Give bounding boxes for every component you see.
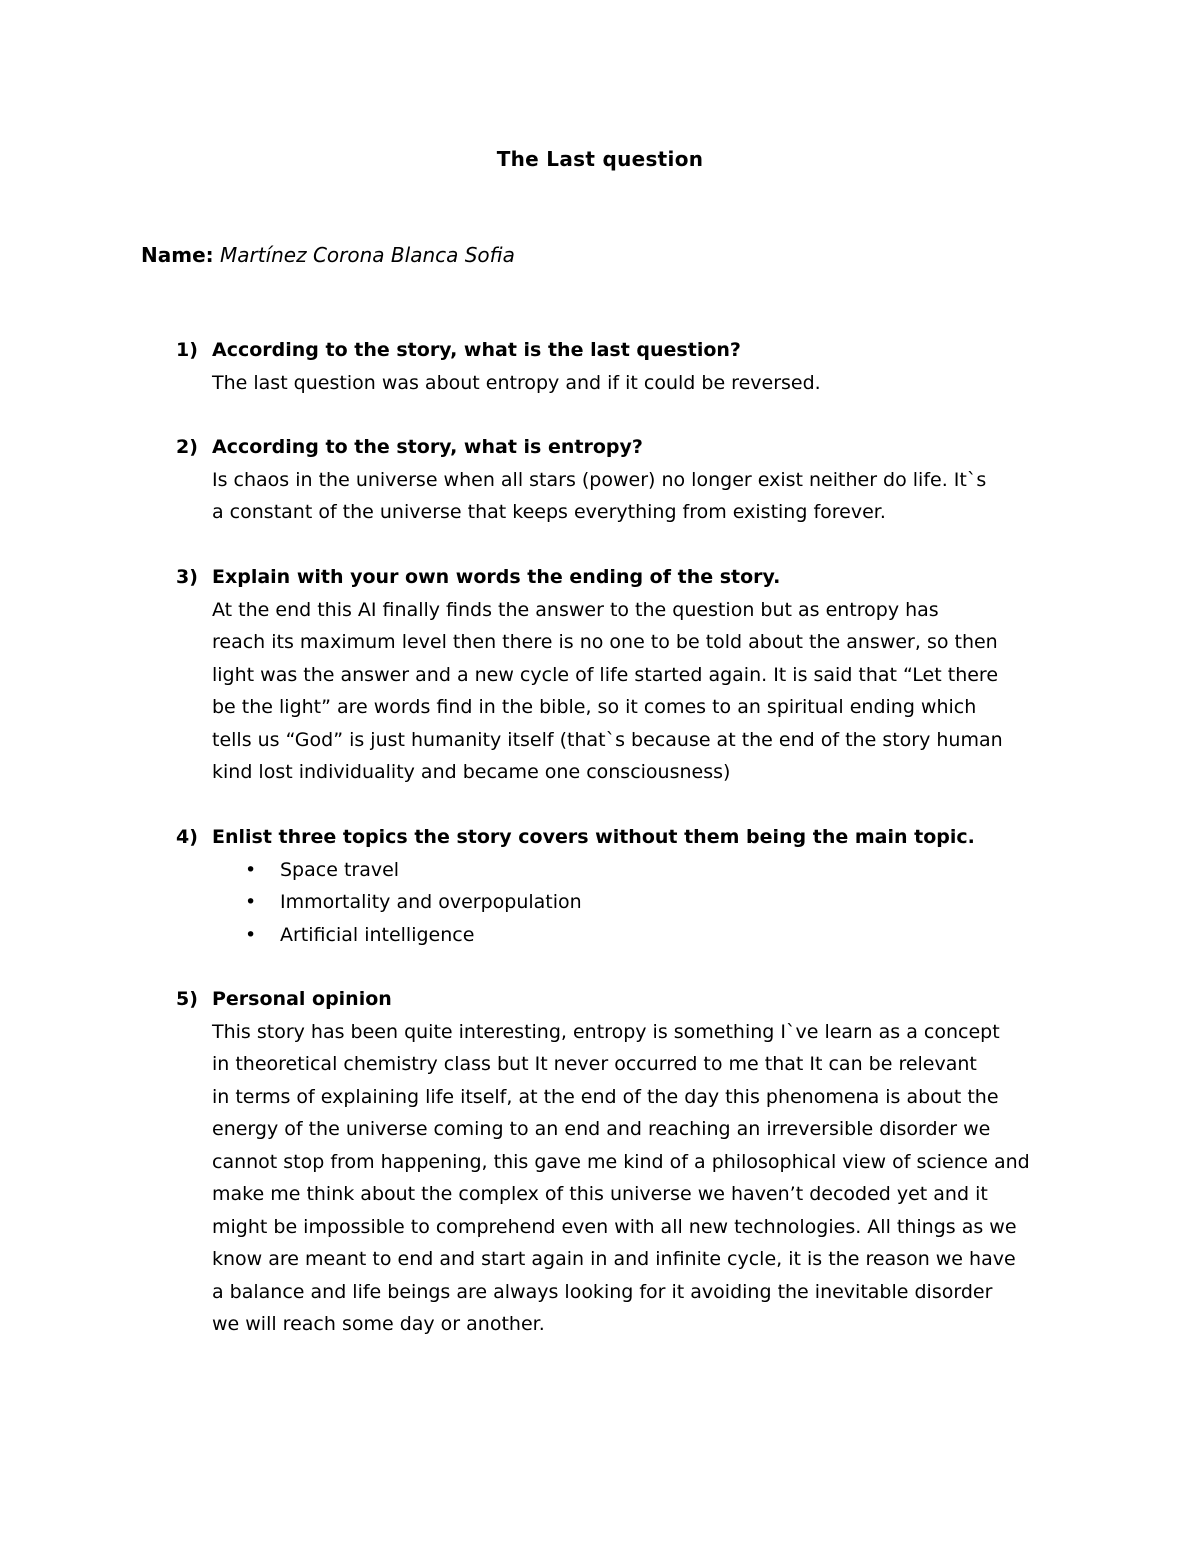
question-number: 3) [176, 566, 198, 588]
answer-line: kind lost individuality and became one consciousness) [212, 761, 731, 783]
answer-line: The last question was about entropy and if it could be reversed. [212, 371, 821, 394]
question-number: 1) [176, 339, 198, 361]
answer-line: tells us “God” is just humanity itself (that`s because at the end of the story human [212, 728, 1003, 751]
question-text: According to the story, what is the last question? [212, 339, 741, 361]
answer-3 [212, 594, 1060, 789]
question-heading [176, 821, 1060, 854]
answer-line: This story has been quite interesting, entropy is something I`ve learn as a concept [212, 1020, 1000, 1043]
answer-line: might be impossible to comprehend even with all new technologies. All things as we [212, 1215, 1017, 1238]
answer-line: in terms of explaining life itself, at the end of the day this phenomena is about the [212, 1085, 999, 1108]
topic-text: Space travel [280, 858, 400, 881]
question-3 [176, 561, 1060, 789]
answer-1 [212, 367, 1060, 400]
question-text: Enlist three topics the story covers without them being the main topic. [212, 826, 975, 848]
answer-2 [212, 464, 1060, 529]
question-heading [176, 334, 1060, 367]
bullet-icon: • [245, 891, 257, 913]
bullet-icon: • [245, 858, 257, 881]
answer-line: make me think about the complex of this universe we haven’t decoded yet and it [212, 1183, 988, 1205]
list-item [212, 854, 1060, 887]
answer-line: light was the answer and a new cycle of life started again. It is said that “Let there [212, 663, 999, 686]
question-heading [176, 561, 1060, 594]
question-4 [176, 821, 1060, 951]
answer-line: know are meant to end and start again in and infinite cycle, it is the reason we have [212, 1248, 1016, 1270]
answer-line: reach its maximum level then there is no one to be told about the answer, so then [212, 631, 998, 653]
question-text: Personal opinion [212, 988, 392, 1010]
question-number: 5) [176, 988, 198, 1010]
question-number: 4) [176, 826, 198, 848]
answer-line: Is chaos in the universe when all stars (power) no longer exist neither do life. It`s [212, 468, 987, 491]
answer-line: we will reach some day or another. [212, 1313, 545, 1335]
list-item [212, 919, 1060, 952]
topic-list [212, 854, 1060, 952]
answer-line: a constant of the universe that keeps everything from existing forever. [212, 501, 886, 523]
question-text: Explain with your own words the ending of the story. [212, 566, 781, 588]
answer-line: be the light” are words find in the bible, so it comes to an spiritual ending which [212, 696, 977, 718]
answer-line: a balance and life beings are always looking for it avoiding the inevitable disorder [212, 1280, 993, 1303]
question-5 [176, 983, 1060, 1341]
question-text: According to the story, what is entropy? [212, 436, 643, 458]
answer-line: At the end this AI finally finds the answer to the question but as entropy has [212, 598, 939, 621]
question-1 [176, 334, 1060, 399]
topic-text: Immortality and overpopulation [280, 891, 582, 913]
topic-text: Artificial intelligence [280, 923, 475, 946]
question-heading [176, 431, 1060, 464]
question-heading [176, 983, 1060, 1016]
answer-5 [212, 1016, 1060, 1341]
student-name: Martínez Corona Blanca Sofia [220, 243, 515, 267]
answer-line: cannot stop from happening, this gave me kind of a philosophical view of science and [212, 1150, 1030, 1173]
name-label: Name: [141, 243, 214, 267]
question-2 [176, 431, 1060, 529]
list-item [212, 886, 1060, 919]
answer-line: energy of the universe coming to an end and reaching an irreversible disorder we [212, 1118, 991, 1140]
document-title: The Last question [496, 147, 704, 171]
name-line [141, 241, 515, 269]
question-number: 2) [176, 436, 198, 458]
answer-line: in theoretical chemistry class but It never occurred to me that It can be relevant [212, 1053, 977, 1075]
bullet-icon: • [245, 923, 257, 946]
